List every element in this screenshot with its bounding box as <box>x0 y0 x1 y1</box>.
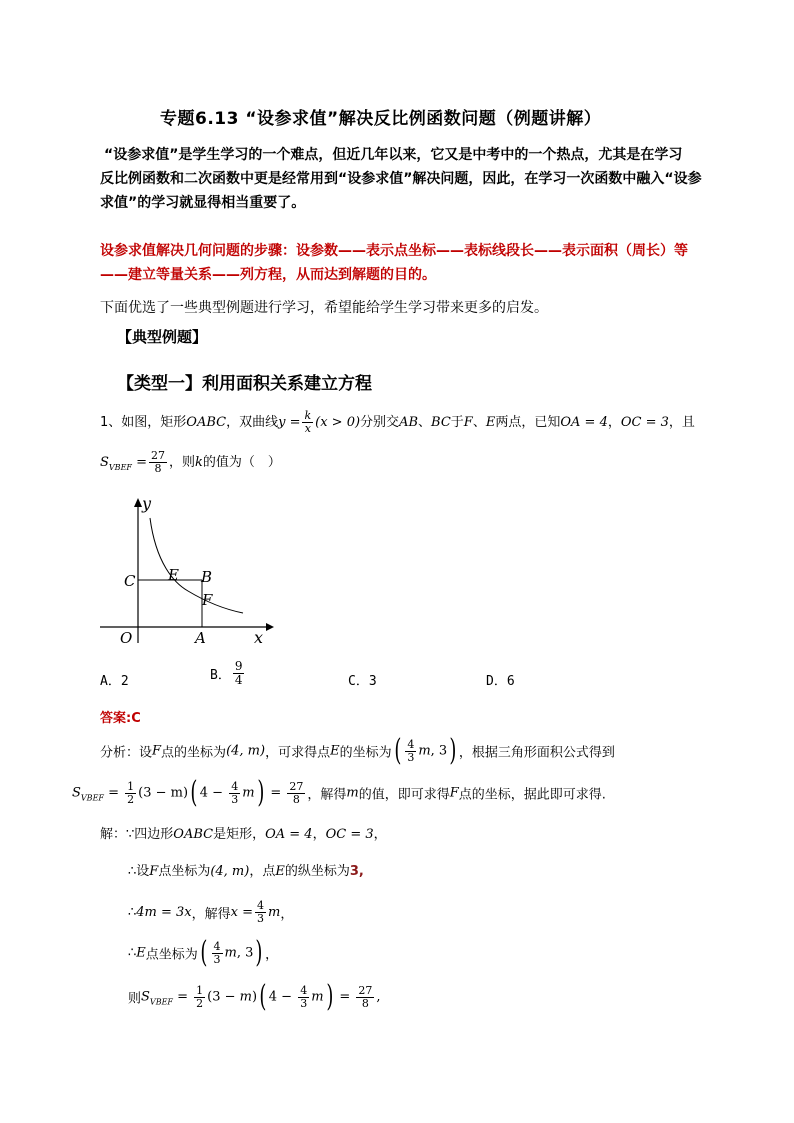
x-axis-arrow <box>266 623 274 631</box>
fraction-27-8 <box>149 450 167 475</box>
point-e: E <box>330 743 340 759</box>
analysis-text: ，根据三角形面积公式得到 <box>458 745 615 761</box>
coord-f: (4, m) <box>226 743 266 759</box>
oc-value: OC = 3 <box>325 827 374 842</box>
y-value: 3, <box>349 864 364 879</box>
question-text: ，双曲线 <box>226 415 279 430</box>
intro-paragraph <box>100 143 724 215</box>
option-d[interactable]: D．6 <box>486 674 515 689</box>
section-type1-heading: 【类型一】利用面积关系建立方程 <box>117 374 372 394</box>
analysis-text: ，可求得点 <box>265 745 331 761</box>
solution-text: 解：∵四边形 <box>100 827 174 842</box>
analysis-text: 的坐标为 <box>339 745 392 761</box>
solution-text: 的纵坐标为 <box>284 864 350 879</box>
fraction-denominator: 8 <box>154 462 162 475</box>
y-axis-arrow <box>134 498 142 507</box>
label-c: C <box>124 572 136 590</box>
point-e: E <box>485 415 496 430</box>
answer-text: 答案:C <box>100 711 141 726</box>
fraction-numerator: k <box>304 409 312 422</box>
solution-line-2 <box>128 860 364 879</box>
solution-text: ∴ <box>128 945 137 961</box>
figure-svg <box>98 493 278 653</box>
rect-name: OABC <box>173 827 214 842</box>
punctuation: , <box>376 989 381 1005</box>
option-a[interactable]: A．2 <box>100 674 129 689</box>
variable-k: k <box>195 455 203 470</box>
analysis-text: 点的坐标，据此即可求得. <box>458 787 606 803</box>
solution-text: ，解得 <box>191 907 231 922</box>
fraction-numerator: 27 <box>151 449 165 462</box>
point-e: E <box>275 864 285 879</box>
variable-m: m <box>346 785 359 801</box>
question-text: 分别交 <box>360 415 400 430</box>
option-b-fraction <box>233 660 245 687</box>
solution-line-3: ∴4m = 3x，解得x = $\frac{4}{3}$ m， <box>128 899 294 925</box>
fraction-numerator: 9 <box>234 659 243 673</box>
analysis-text: 点的坐标为 <box>161 745 227 761</box>
option-b-label: B． <box>210 668 231 683</box>
solution-line-5: 则$S_{VBEF}$ = $\frac{1}{2}$ (3 − m)( 4 − $\frac{4}{3}$ m) = $\frac{27}{8}$ , <box>128 979 381 1014</box>
segment-bc: BC <box>431 415 451 430</box>
solution-text: 则 <box>128 991 142 1007</box>
analysis-text: 分析：设 <box>100 745 153 761</box>
solution-text: 点坐标为 <box>158 864 211 879</box>
question-line-1: 1、如图，矩形OABC，双曲线y = $\frac{k}{x}$ (x > 0)分别交AB、BC于F、E两点，已知OA = 4，OC = 3，且 <box>100 409 695 435</box>
analysis-expression: (3 − m) <box>138 785 189 801</box>
solution-equation: x = <box>230 905 254 920</box>
question-text: 1、如图，矩形 <box>100 415 187 430</box>
label-x: x <box>254 628 264 647</box>
equation-lhs: y = <box>278 415 301 430</box>
tip-text: 下面优选了一些典型例题进行学习，希望能给学生学习带来更多的启发。 <box>100 300 548 316</box>
equals-sign: = <box>136 455 147 470</box>
solution-text: ，点 <box>249 864 276 879</box>
point-f: F <box>449 785 459 801</box>
analysis-text: 的值，即可求得 <box>358 787 450 803</box>
fraction-denominator: x <box>304 422 311 435</box>
point-e: E <box>136 945 146 961</box>
solution-equation: 4m = 3x <box>136 905 192 920</box>
condition: (x > 0) <box>315 415 361 430</box>
intro-line-1: “设参求值”是学生学习的一个难点，但近几年以来，它又是中考中的一个热点，尤其是在学习 <box>104 147 683 163</box>
question-text: 两点，已知 <box>495 415 561 430</box>
coord-f: (4, m) <box>210 864 250 879</box>
fraction-denominator: 4 <box>234 673 243 687</box>
area-symbol: S <box>100 455 109 470</box>
geometry-figure <box>98 493 278 657</box>
label-y: y <box>142 494 152 513</box>
label-f: F <box>202 591 213 609</box>
solution-text: ∴ <box>128 905 137 920</box>
hyperbola-curve <box>150 518 243 613</box>
segment-ab: AB <box>399 415 419 430</box>
separator: 、 <box>472 415 486 430</box>
point-f: F <box>152 743 162 759</box>
oa-value: OA = 4 <box>265 827 313 842</box>
analysis-line-2: $S_{VBEF}$ = $\frac{1}{2}$ (3 − m)( 4 − $\frac{4}{3}$ m) = $\frac{27}{8}$ ，解得m的值，即可求得F点的坐标，据此即可求得. <box>72 775 606 810</box>
question-text: 于 <box>450 415 464 430</box>
point-f: F <box>149 864 159 879</box>
label-b: B <box>201 568 213 586</box>
solution-text: ∴设 <box>128 864 150 879</box>
option-c[interactable]: C．3 <box>348 674 377 689</box>
analysis-text: ，解得 <box>307 787 347 803</box>
analysis-line-1: 分析：设F点的坐标为(4, m)，可求得点E的坐标为( $\frac{4}{3}$ m, 3) ，根据三角形面积公式得到 <box>100 733 615 768</box>
separator: 、 <box>418 415 432 430</box>
question-text: ，且 <box>668 415 695 430</box>
intro-line-2: 反比例函数和二次函数中更是经常用到“设参求值”解决问题，因此，在学习一次函数中融入“设参 <box>100 171 702 187</box>
point-f: F <box>463 415 473 430</box>
oa-value: OA = 4 <box>560 415 608 430</box>
rect-name: OABC <box>186 415 227 430</box>
section-typical-heading: 【典型例题】 <box>117 328 208 346</box>
label-a: A <box>195 629 206 647</box>
question-text: ，则 <box>169 455 196 470</box>
steps-paragraph <box>100 239 724 287</box>
solution-line-4: ∴E点坐标为( $\frac{4}{3}$ m, 3) ， <box>128 935 279 970</box>
page-title: 专题6.13 “设参求值”解决反比例函数问题（例题讲解） <box>160 109 602 129</box>
solution-text: 是矩形， <box>213 827 266 842</box>
option-b[interactable] <box>210 660 246 687</box>
fraction-k-over-x <box>302 410 313 435</box>
solution-line-1: 解：∵四边形OABC是矩形，OA = 4，OC = 3， <box>100 827 387 842</box>
steps-line-1: 设参求值解决几何问题的步骤：设参数——表示点坐标——表标线段长——表示面积（周长）等 <box>100 243 688 259</box>
intro-line-3: 求值”的学习就显得相当重要了。 <box>100 195 306 211</box>
oc-value: OC = 3 <box>620 415 669 430</box>
question-line-2 <box>100 450 281 475</box>
area-subscript: VBEF <box>108 463 132 472</box>
label-e: E <box>168 566 179 584</box>
question-text: 的值为（ ） <box>202 455 281 470</box>
solution-text: 点坐标为 <box>145 947 198 963</box>
label-o: O <box>120 629 133 647</box>
steps-line-2: ——建立等量关系——列方程，从而达到解题的目的。 <box>100 267 436 283</box>
